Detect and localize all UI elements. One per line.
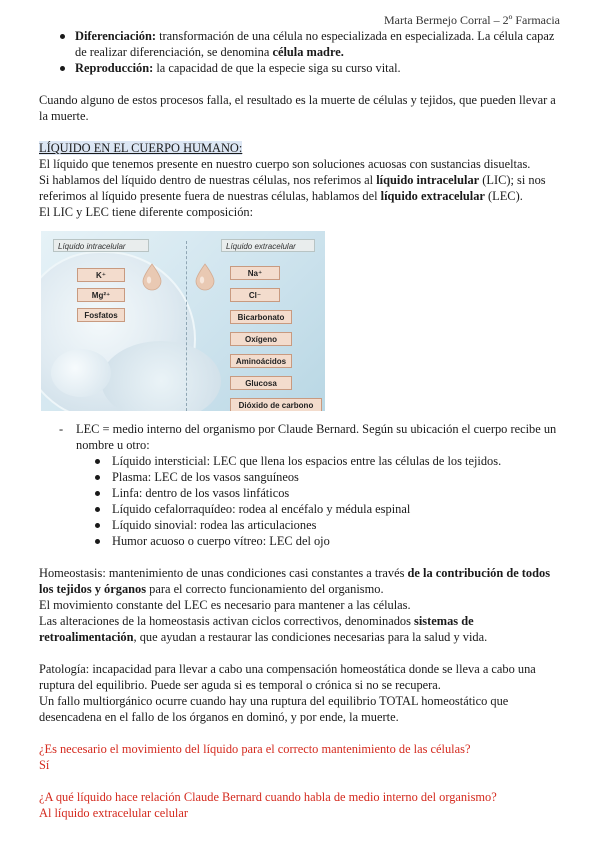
- homeostasis-paragraph-2: El movimiento constante del LEC es necesario para mantener a las células.: [39, 598, 411, 612]
- label-intracellular: Líquido intracelular: [53, 239, 149, 252]
- molecule-amino-acids: Aminoácidos: [230, 354, 292, 368]
- pathology-paragraph-1: Patología: incapacidad para llevar a cabo una compensación homeostática donde se lleva a cabo una ruptura del equilibrio. Puede ser aguda si es temporal o crónica si no se recupera.: [39, 662, 536, 692]
- droplet-icon-extracellular: [194, 263, 216, 291]
- section-paragraph-3: El LIC y LEC tiene diferente composición:: [39, 205, 254, 219]
- list-item-lec-1: Líquido intersticial: LEC que llena los espacios entre las células de los tejidos.: [39, 453, 561, 469]
- fluid-composition-figure: [41, 231, 325, 411]
- term-liquido-extracelular: líquido extracelular: [380, 189, 485, 203]
- answer-1: Sí: [39, 758, 50, 772]
- bullet-diferenciacion: [39, 28, 561, 60]
- list-item-lec-4: Líquido cefalorraquídeo: rodea al encéfalo y médula espinal: [39, 501, 561, 517]
- bullet-reproduccion: [39, 60, 561, 76]
- p2-part-c: (LIC); si nos referimos al líquido presente fuera de nuestras células, hablamos del: [39, 173, 546, 203]
- p2-part-e: (LEC).: [484, 189, 523, 203]
- section-title: [39, 140, 561, 156]
- page-header-author: Marta Bermejo Corral – 2º Farmacia: [384, 13, 560, 27]
- answer-2: Al líquido extracelular celular: [39, 806, 188, 820]
- homeostasis-e: sistemas de retroalimentación: [39, 614, 474, 644]
- list-item-lec-6: Humor acuoso o cuerpo vítreo: LEC del ojo: [39, 533, 561, 549]
- homeostasis-f: , que ayudan a restaurar las condiciones necesarias para la salud y vida.: [133, 630, 488, 644]
- ion-bicarbonate: Bicarbonato: [230, 310, 292, 324]
- droplet-icon-intracellular: [141, 263, 163, 291]
- term-diferenciacion: Diferenciación:: [75, 29, 156, 43]
- figure-divider: [186, 241, 187, 411]
- ion-sodium: Na⁺: [230, 266, 280, 280]
- text-diferenciacion: transformación de una célula no especializada en especializada. La célula capaz de realizar diferenciación, se denomina: [75, 29, 555, 59]
- list-item-lec-2: Plasma: LEC de los vasos sanguíneos: [39, 469, 561, 485]
- ion-potassium: K⁺: [77, 268, 125, 282]
- list-item-lec-5: Líquido sinovial: rodea las articulaciones: [39, 517, 561, 533]
- intro-bullet-list: [39, 28, 561, 76]
- p2-part-a: Si hablamos del líquido dentro de nuestras células, nos referimos al: [39, 173, 377, 187]
- section-title-text: LÍQUIDO EN EL CUERPO HUMANO:: [39, 141, 243, 155]
- homeostasis-c: para el correcto funcionamiento del organismo.: [146, 582, 384, 596]
- question-1: ¿Es necesario el movimiento del líquido para el correcto mantenimiento de las células?: [39, 742, 471, 756]
- homeostasis-d: Las alteraciones de la homeostasis activan ciclos correctivos, denominados: [39, 614, 415, 628]
- homeostasis-paragraph-1: [39, 565, 561, 597]
- molecule-glucose: Glucosa: [230, 376, 292, 390]
- document-body: [39, 28, 561, 821]
- section-paragraph-1: El líquido que tenemos presente en nuestro cuerpo son soluciones acuosas con sustancias disueltas.: [39, 157, 531, 171]
- term-celula-madre: célula madre.: [272, 45, 344, 59]
- failure-paragraph: Cuando alguno de estos procesos falla, el resultado es la muerte de células y tejidos, que pueden llevar a la muerte.: [39, 93, 556, 123]
- term-liquido-intracelular: líquido intracelular: [376, 173, 480, 187]
- cell-illustration-lobe: [101, 341, 221, 411]
- ion-magnesium: Mg²⁺: [77, 288, 125, 302]
- lec-types-list: [39, 453, 561, 549]
- homeostasis-b: de la contribución de todos los tejidos y órganos: [39, 566, 551, 596]
- homeostasis-paragraph-3: [39, 613, 561, 645]
- molecule-oxygen: Oxígeno: [230, 332, 292, 346]
- ion-chloride: Cl⁻: [230, 288, 280, 302]
- label-extracellular: Líquido extracelular: [221, 239, 315, 252]
- molecule-carbon-dioxide: Dióxido de carbono: [230, 398, 322, 411]
- cell-nucleus: [51, 349, 111, 397]
- question-2: ¿A qué líquido hace relación Claude Bernard cuando habla de medio interno del organismo?: [39, 790, 497, 804]
- section-paragraph-2: [39, 172, 561, 204]
- pathology-paragraph-2: Un fallo multiorgánico ocurre cuando hay una ruptura del equilibrio TOTAL homeostático que desencadena en el fallo de los órganos en dominó, y por ende, la muerte.: [39, 694, 509, 724]
- list-item-lec-3: Linfa: dentro de los vasos linfáticos: [39, 485, 561, 501]
- homeostasis-a: Homeostasis: mantenimiento de unas condiciones casi constantes a través: [39, 566, 408, 580]
- lec-intro: - LEC = medio interno del organismo por Claude Bernard. Según su ubicación el cuerpo recibe un nombre u otro:: [39, 421, 561, 453]
- ion-phosphates: Fosfatos: [77, 308, 125, 322]
- text-reproduccion: la capacidad de que la especie siga su curso vital.: [153, 61, 401, 75]
- term-reproduccion: Reproducción:: [75, 61, 154, 75]
